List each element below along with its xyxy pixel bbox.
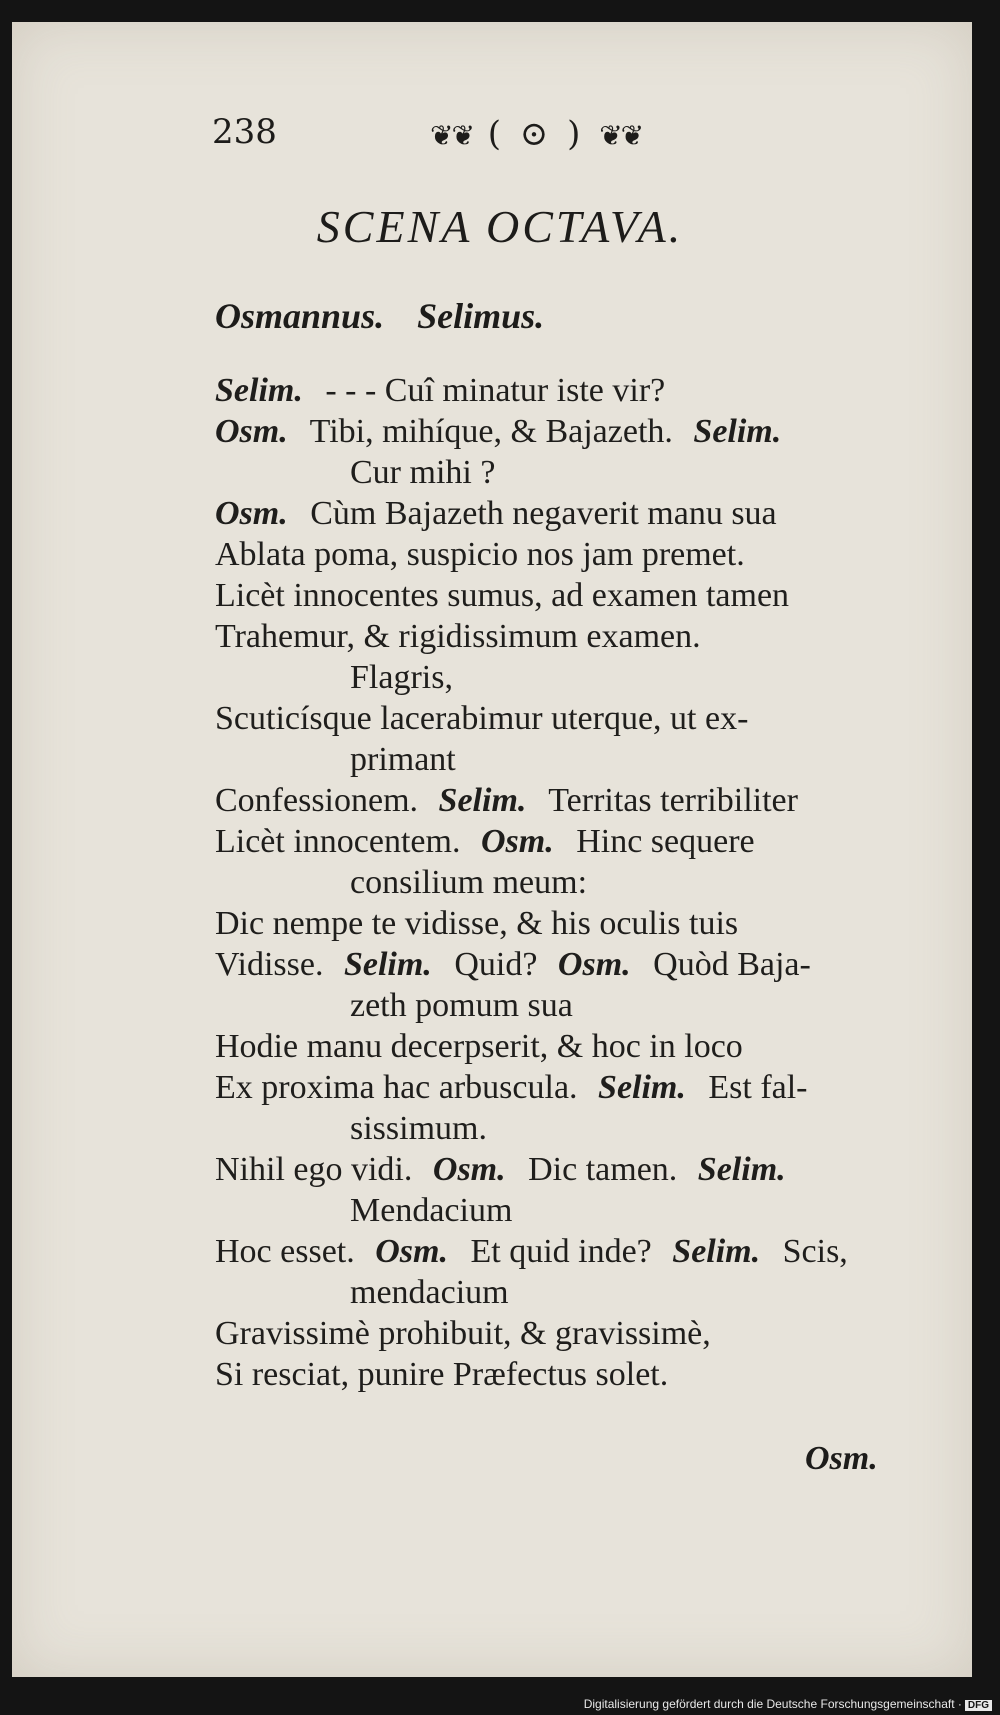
line-text: Quòd Baja- — [653, 946, 811, 983]
ornament-right-icon: ❦❦ — [599, 119, 643, 152]
line-text: Et quid inde? — [470, 1233, 652, 1270]
line-text: primant — [350, 741, 456, 778]
line-text: sissimum. — [350, 1110, 487, 1147]
line-text: Vidisse. — [215, 946, 324, 983]
line-text: Cùm Bajazeth negaverit manu sua — [310, 495, 777, 532]
line-text: consilium meum: — [350, 864, 588, 901]
line-text: Quid? — [454, 946, 538, 983]
line-text: Si resciat, punire Præfectus solet. — [215, 1356, 669, 1393]
line-text: Dic tamen. — [528, 1151, 678, 1188]
character-name: Osmannus. — [215, 296, 385, 336]
character-name: Selimus. — [417, 296, 545, 336]
dialogue-line — [215, 1354, 915, 1395]
dialogue-line — [215, 698, 915, 739]
ornament-center: ( ⊙ ) — [487, 114, 585, 154]
dialogue-line — [215, 534, 915, 575]
dialogue-text — [215, 370, 915, 1395]
speaker-label: Selim. — [672, 1233, 761, 1270]
dialogue-line — [215, 616, 915, 657]
speaker-label: Osm. — [432, 1151, 506, 1188]
dialogue-line — [215, 493, 915, 534]
speaker-label: Osm. — [215, 413, 288, 450]
dialogue-line — [215, 739, 915, 780]
line-text: Dic nempe te vidisse, & his oculis tuis — [215, 905, 739, 942]
line-text: Flagris, — [350, 659, 453, 696]
ornament-left-icon: ❦❦ — [430, 119, 473, 152]
dialogue-line — [215, 657, 915, 698]
page-number: 238 — [212, 112, 277, 152]
header-ornament — [430, 114, 642, 154]
catchword: Osm. — [805, 1440, 878, 1477]
line-text: - - - Cuî minatur iste vir? — [325, 372, 666, 409]
line-text: Nihil ego vidi. — [215, 1151, 413, 1188]
dialogue-line — [215, 1026, 915, 1067]
line-text: Est fal- — [708, 1069, 808, 1106]
speaker-label: Osm. — [557, 946, 631, 983]
dialogue-line — [215, 575, 915, 616]
speaker-label: Selim. — [343, 946, 432, 983]
line-text: Scis, — [782, 1233, 848, 1270]
speaker-label: Osm. — [215, 495, 288, 532]
line-text: Licèt innocentem. — [215, 823, 461, 860]
credit-text: Digitalisierung gefördert durch die Deutsche Forschungsgemeinschaft · — [583, 1697, 962, 1711]
line-text: Tibi, mihíque, & Bajazeth. — [309, 413, 673, 450]
speaker-label: Selim. — [697, 1151, 786, 1188]
line-text: Cur mihi ? — [350, 454, 496, 491]
character-list — [215, 295, 544, 337]
line-text: Licèt innocentes sumus, ad examen tamen — [215, 577, 790, 614]
dialogue-line — [215, 1272, 915, 1313]
line-text: Hoc esset. — [215, 1233, 355, 1270]
dialogue-line — [215, 862, 915, 903]
dialogue-line — [215, 1067, 915, 1108]
line-text: mendacium — [350, 1274, 509, 1311]
line-text: Ex proxima hac arbuscula. — [215, 1069, 578, 1106]
digitization-credit — [584, 1697, 992, 1711]
dialogue-line — [215, 903, 915, 944]
dialogue-line — [215, 944, 915, 985]
scene-title: SCENA OCTAVA. — [316, 201, 684, 252]
dialogue-line — [215, 370, 915, 411]
line-text: Scuticísque lacerabimur uterque, ut ex- — [215, 700, 749, 737]
dialogue-line — [215, 821, 915, 862]
dfg-logo: DFG — [965, 1700, 992, 1711]
line-text: Hodie manu decerpserit, & hoc in loco — [215, 1028, 743, 1065]
speaker-label: Selim. — [598, 1069, 686, 1106]
line-text: Mendacium — [350, 1192, 513, 1229]
line-text: Ablata poma, suspicio nos jam premet. — [215, 536, 745, 573]
speaker-label: Osm. — [375, 1233, 448, 1270]
speaker-label: Selim. — [438, 782, 527, 819]
dialogue-line — [215, 1313, 915, 1354]
dialogue-line — [215, 1231, 915, 1272]
dialogue-line — [215, 1108, 915, 1149]
dialogue-line — [215, 411, 915, 452]
line-text: Gravissimè prohibuit, & gravissimè, — [215, 1315, 711, 1352]
speaker-label: Osm. — [480, 823, 554, 860]
dialogue-line — [215, 985, 915, 1026]
speaker-label: Selim. — [693, 413, 782, 450]
line-text: Confessionem. — [215, 782, 419, 819]
line-text: Trahemur, & rigidissimum examen. — [215, 618, 701, 655]
page-header — [200, 110, 780, 160]
dialogue-line — [215, 1190, 915, 1231]
dialogue-line — [215, 1149, 915, 1190]
line-text: Hinc sequere — [576, 823, 755, 860]
line-text: zeth pomum sua — [350, 987, 573, 1024]
dialogue-line — [215, 452, 915, 493]
dialogue-line — [215, 780, 915, 821]
speaker-label: Selim. — [215, 372, 303, 409]
line-text: Territas terribiliter — [548, 782, 798, 819]
